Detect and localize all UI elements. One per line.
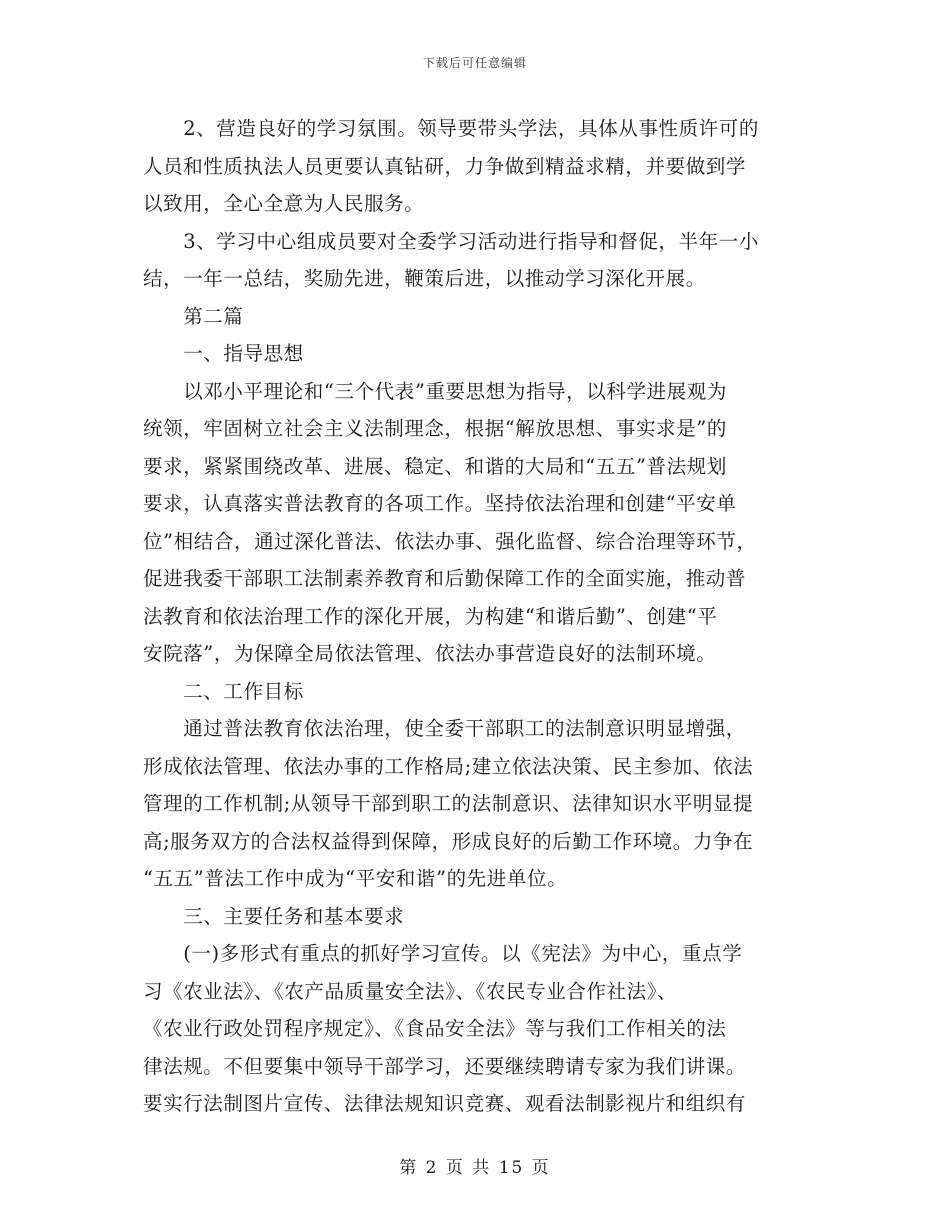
text-line: 位”相结合，通过深化普法、依法办事、强化监督、综合治理等环节， <box>143 529 757 553</box>
text-line: 安院落”，为保障全局依法管理、依法办事营造良好的法制环境。 <box>143 642 717 665</box>
text-line: 二、工作目标 <box>143 679 304 703</box>
text-line: 第二篇 <box>143 304 244 328</box>
text-line: 法教育和依法治理工作的深化开展，为构建“和谐后勤”、创建“平 <box>143 604 718 628</box>
text-line: 管理的工作机制;从领导干部到职工的法制意识、法律知识水平明显提 <box>143 792 754 815</box>
page-footer: 第 2 页 共 15 页 <box>399 1158 551 1178</box>
text-line: 3、学习中心组成员要对全委学习活动进行指导和督促，半年一小 <box>143 229 760 253</box>
text-line: 高;服务双方的合法权益得到保障，形成良好的后勤工作环境。力争在 <box>143 829 754 853</box>
text-line: 三、主要任务和基本要求 <box>143 904 405 928</box>
text-line: 促进我委干部职工法制素养教育和后勤保障工作的全面实施，推动普 <box>143 567 747 590</box>
text-line: 通过普法教育依法治理，使全委干部职工的法制意识明显增强， <box>143 717 747 740</box>
text-line: 以邓小平理论和“三个代表”重要思想为指导，以科学进展观为 <box>143 379 727 403</box>
text-line: 统领，牢固树立社会主义法制理念，根据“解放思想、事实求是”的 <box>143 417 727 440</box>
document-body <box>143 110 803 1123</box>
text-line: 要求，认真落实普法教育的各项工作。坚持依法治理和创建“平安单 <box>143 492 737 515</box>
text-line: 人员和性质执法人员更要认真钻研，力争做到精益求精，并要做到学 <box>143 154 747 178</box>
text-line: 习《农业法》、《农产品质量安全法》、《农民专业合作社法》、 <box>143 979 678 1003</box>
text-line: 一、指导思想 <box>143 342 304 365</box>
text-line: “五五”普法工作中成为“平安和谐”的先进单位。 <box>143 867 568 890</box>
text-line: 《农业行政处罚程序规定》、《食品安全法》等与我们工作相关的法 <box>143 1017 727 1040</box>
text-line: (一)多形式有重点的抓好学习宣传。以《宪法》为中心，重点学 <box>143 942 743 965</box>
text-line: 以致用，全心全意为人民服务。 <box>143 192 425 215</box>
text-line: 2、营造良好的学习氛围。领导要带头学法，具体从事性质许可的 <box>143 117 760 140</box>
text-line: 要实行法制图片宣传、法律法规知识竞赛、观看法制影视片和组织有 <box>143 1092 747 1115</box>
text-line: 形成依法管理、依法办事的工作格局;建立依法决策、民主参加、依法 <box>143 754 754 778</box>
page-header: 下载后可任意编辑 <box>422 56 527 70</box>
text-line: 要求，紧紧围绕改革、进展、稳定、和谐的大局和“五五”普法规划 <box>143 454 727 478</box>
text-line: 律法规。不但要集中领导干部学习，还要继续聘请专家为我们讲课。 <box>143 1054 747 1078</box>
text-line: 结，一年一总结，奖励先进，鞭策后进，以推动学习深化开展。 <box>143 267 706 290</box>
